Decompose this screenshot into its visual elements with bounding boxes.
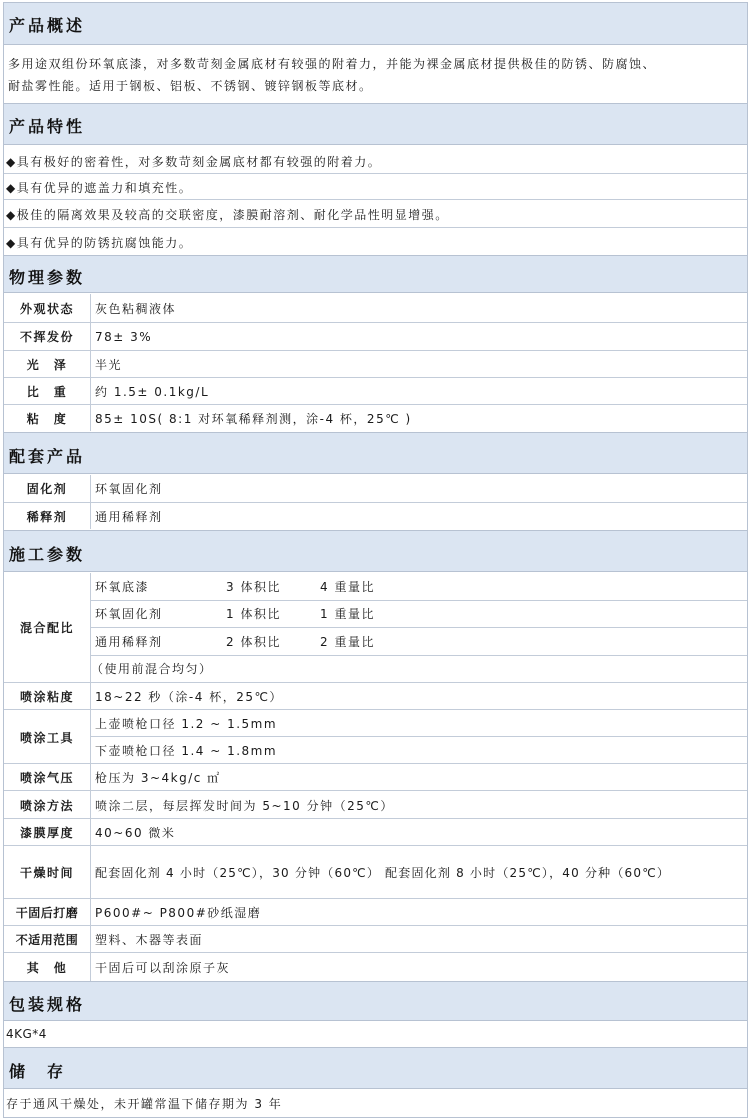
section-title-features: 产品特性 [9, 117, 86, 136]
spray-tool-label: 喷涂工具 [19, 730, 74, 745]
drying-time-value: 配套固化剂 4 小时（25℃），30 分钟（60℃） 配套固化剂 8 小时（25℃），40 分种（60℃） [95, 865, 671, 880]
physical-value: 78± 3% [95, 329, 153, 344]
section-header-storage [4, 1047, 747, 1089]
physical-label: 外观状态 [19, 302, 74, 316]
section-header-overview [4, 3, 747, 45]
divider [91, 655, 747, 656]
mix-component-name: 环氧固化剂 [95, 607, 163, 621]
overview-text-line2: 耐盐雾性能。适用于钢板、铝板、不锈钢、镀锌钢板等底材。 [8, 79, 373, 93]
matching-label: 固化剂 [26, 482, 68, 496]
section-title-storage: 储 存 [9, 1062, 67, 1081]
physical-label: 光 泽 [26, 358, 68, 372]
physical-label: 粘 度 [26, 412, 68, 426]
section-header-features [4, 103, 747, 145]
spray-viscosity-value: 18~22 秒（涂-4 杯，25℃） [95, 690, 283, 704]
sanding-label: 干固后打磨 [15, 906, 79, 920]
mix-weight: 2 重量比 [320, 635, 375, 649]
mix-ratio-label: 混合配比 [19, 621, 74, 635]
section-title-overview: 产品概述 [9, 16, 86, 35]
physical-value: 半光 [95, 358, 123, 372]
other-value: 干固后可以刮涂原子灰 [95, 960, 231, 975]
storage-value: 存于通风干燥处，未开罐常温下储存期为 3 年 [6, 1097, 283, 1111]
mix-note: （使用前混合均匀） [91, 662, 213, 676]
column-divider [90, 294, 91, 431]
section-title-construction: 施工参数 [9, 545, 86, 564]
spray-viscosity-label: 喷涂粘度 [19, 690, 74, 704]
spray-method-value: 喷涂二层，每层挥发时间为 5~10 分钟（25℃） [95, 798, 394, 813]
divider [4, 173, 747, 174]
mix-volume: 3 体积比 [226, 580, 281, 594]
section-title-physical: 物理参数 [9, 268, 86, 287]
spray-tool-upper: 上壶喷枪口径 1.2 ~ 1.5mm [95, 717, 278, 731]
feature-item: ◆极佳的隔离效果及较高的交联密度，漆膜耐溶剂、耐化学品性明显增强。 [6, 208, 449, 222]
other-label: 其 他 [26, 960, 68, 975]
mix-weight: 4 重量比 [320, 580, 375, 594]
mix-component-name: 通用稀释剂 [95, 635, 163, 649]
divider [4, 199, 747, 200]
matching-label: 稀释剂 [26, 510, 68, 524]
divider [91, 600, 747, 601]
packaging-value: 4KG*4 [6, 1027, 47, 1041]
physical-label: 不挥发份 [19, 330, 74, 344]
feature-item: ◆具有优异的遮盖力和填充性。 [6, 181, 193, 195]
mix-volume: 2 体积比 [226, 635, 281, 649]
air-pressure-value: 枪压为 3~4kg/c ㎡ [95, 771, 221, 785]
section-header-matching [4, 432, 747, 474]
divider [4, 227, 747, 228]
mix-weight: 1 重量比 [320, 607, 375, 621]
physical-value: 85± 10S( 8:1 对环氧稀释剂测，涂-4 杯，25℃ ) [95, 412, 412, 426]
spray-tool-lower: 下壶喷枪口径 1.4 ~ 1.8mm [95, 744, 278, 758]
film-thickness-value: 40~60 微米 [95, 825, 176, 840]
unsuitable-label: 不适用范围 [15, 933, 79, 947]
column-divider [90, 573, 91, 984]
spray-method-label: 喷涂方法 [19, 798, 74, 813]
spec-sheet [3, 2, 748, 1118]
film-thickness-label: 漆膜厚度 [19, 825, 74, 840]
drying-time-label: 干燥时间 [19, 865, 74, 880]
section-title-packaging: 包装规格 [9, 995, 86, 1014]
section-title-matching: 配套产品 [9, 447, 86, 466]
matching-value: 通用稀释剂 [95, 510, 163, 524]
physical-label: 比 重 [26, 385, 68, 399]
section-header-construction [4, 530, 747, 572]
physical-value: 约 1.5± 0.1kg/L [95, 385, 210, 399]
section-header-physical [4, 255, 747, 293]
overview-text-line1: 多用途双组份环氧底漆，对多数苛刻金属底材有较强的附着力，并能为裸金属底材提供极佳的防锈、防腐蚀、 [8, 57, 657, 71]
unsuitable-value: 塑料、木器等表面 [95, 933, 204, 947]
feature-item: ◆具有极好的密着性，对多数苛刻金属底材都有较强的附着力。 [6, 155, 382, 169]
section-header-packaging [4, 981, 747, 1021]
divider [91, 627, 747, 628]
matching-value: 环氧固化剂 [95, 482, 163, 496]
air-pressure-label: 喷涂气压 [19, 771, 74, 785]
mix-component-name: 环氧底漆 [95, 580, 150, 594]
mix-volume: 1 体积比 [226, 607, 281, 621]
feature-item: ◆具有优异的防锈抗腐蚀能力。 [6, 236, 193, 250]
physical-value: 灰色粘稠液体 [95, 302, 177, 316]
sanding-value: P600#~ P800#砂纸湿磨 [95, 906, 262, 920]
